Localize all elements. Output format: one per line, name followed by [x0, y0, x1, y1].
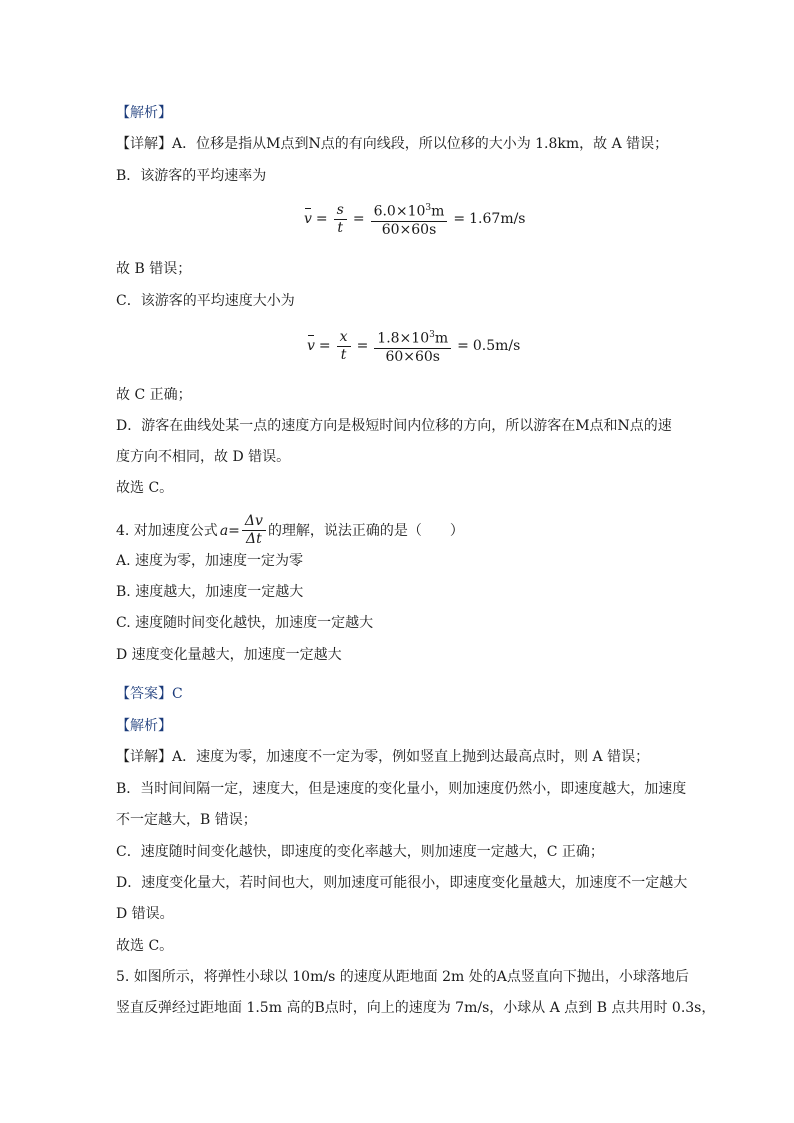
block1-b-wrong: 故 B 错误；: [116, 261, 192, 277]
formula1-result: 1.67m/s: [469, 211, 526, 228]
formula2-den: 60×60s: [385, 348, 440, 365]
q4-stem-pre: 4. 对加速度公式: [116, 522, 218, 539]
q4-eq: =: [228, 522, 240, 539]
formula2-eq2: =: [356, 338, 369, 355]
block1-detail-d1: D．游客在曲线处某一点的速度方向是极短时间内位移的方向，所以游客在M点和N点的速: [116, 418, 672, 434]
formula1-frac2: [371, 200, 448, 239]
q4-analysis: 【解析】: [116, 718, 172, 734]
q4-detail-b2: 不一定越大，B 错误；: [116, 812, 257, 828]
q4-stem: [116, 513, 464, 548]
q4-detail-c: C．速度随时间变化越快，即速度的变化率越大，则加速度一定越大，C 正确；: [116, 844, 604, 860]
q4-detail-d2: D 错误。: [116, 906, 174, 922]
block1-detail-b: B．该游客的平均速率为: [116, 168, 267, 184]
formula1-t: t: [337, 219, 344, 236]
formula-average-velocity: [307, 327, 520, 366]
formula2-eq1: =: [318, 338, 331, 355]
formula2-frac2: [374, 327, 451, 366]
formula1-lhs: v: [304, 211, 312, 228]
formula2-result: 0.5m/s: [472, 338, 521, 355]
formula1-frac1: [334, 202, 347, 237]
formula1-eq2: =: [352, 211, 365, 228]
formula1-eq1: =: [315, 211, 328, 228]
block1-detail-a: 【详解】A．位移是指从M点到N点的有向线段，所以位移的大小为 1.8km，故 A 错误；: [116, 136, 669, 152]
q4-frac: [242, 513, 266, 548]
formula2-num: $1.8\times 10^3m$: [374, 327, 451, 349]
q4-choice: 故选 C。: [116, 938, 174, 954]
q4-num: Δv: [242, 513, 266, 531]
q5-line2: 竖直反弹经过距地面 1.5m 高的B点时，向上的速度为 7m/s，小球从 A 点到 B 点共用时 0.3s，: [116, 1000, 716, 1016]
formula-average-speed: [304, 200, 526, 239]
q4-a: a: [219, 522, 229, 539]
block1-c-right: 故 C 正确；: [116, 387, 192, 403]
formula2-lhs: v: [307, 338, 315, 355]
q4-option-b: B. 速度越大，加速度一定越大: [116, 584, 304, 600]
q5-line1: 5. 如图所示，将弹性小球以 10m/s 的速度从距地面 2m 处的A点竖直向下抛出，小球落地后: [116, 969, 689, 985]
q4-option-d: D 速度变化量越大，加速度一定越大: [116, 647, 342, 663]
formula1-s: s: [334, 202, 347, 220]
q4-answer: 【答案】C: [116, 686, 183, 702]
formula1-den: 60×60s: [381, 221, 437, 238]
block1-choice: 故选 C。: [116, 480, 174, 496]
formula2-eq3: =: [457, 338, 469, 355]
formula2-t: t: [340, 346, 347, 363]
formula2-frac1: [337, 329, 351, 364]
block1-detail-d2: 度方向不相同，故 D 错误。: [116, 449, 291, 465]
q4-option-c: C. 速度随时间变化越快，加速度一定越大: [116, 615, 374, 631]
formula1-eq3: =: [453, 211, 466, 228]
q4-detail-a: 【详解】A．速度为零，加速度不一定为零，例如竖直上抛到达最高点时，则 A 错误；: [116, 749, 650, 765]
q4-stem-post: 的理解，说法正确的是（ ）: [267, 522, 464, 539]
formula1-num: $6.0\times 10^3m$: [371, 200, 448, 222]
block1-detail-c: C．该游客的平均速度大小为: [116, 293, 295, 309]
q4-den: Δt: [246, 531, 262, 547]
formula2-x: x: [337, 329, 351, 347]
q4-detail-d1: D．速度变化量大，若时间也大，则加速度可能很小，即速度变化量越大，加速度不一定越大: [116, 875, 688, 891]
block1-header: 【解析】: [116, 105, 172, 121]
q4-option-a: A. 速度为零，加速度一定为零: [116, 553, 304, 569]
q4-detail-b1: B．当时间间隔一定，速度大，但是速度的变化量小，则加速度仍然小，即速度越大，加速度: [116, 781, 687, 797]
